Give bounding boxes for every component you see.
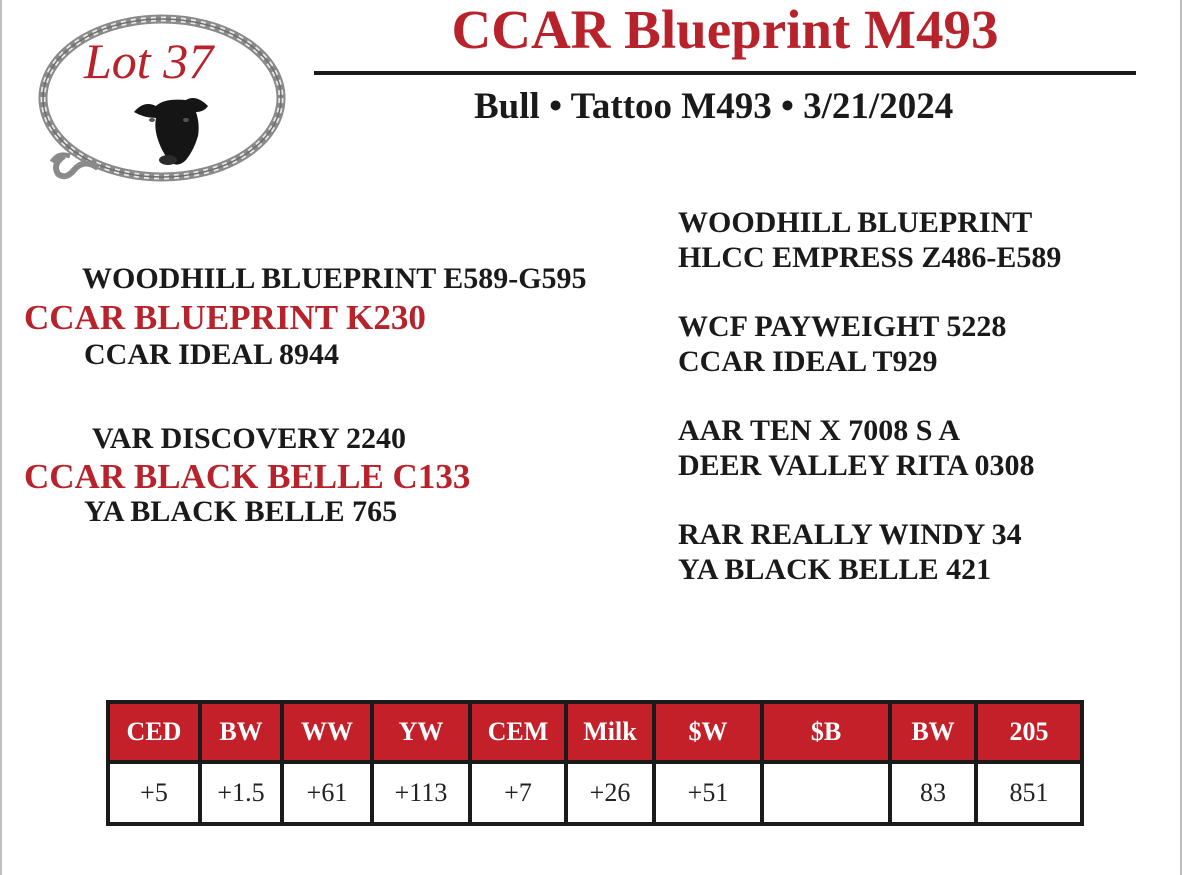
lot-number-label: Lot 37 [84, 33, 214, 89]
epd-header-ced: CED [108, 702, 200, 762]
epd-header-dollar-b: $B [762, 702, 890, 762]
black-angus-head-icon [130, 90, 212, 172]
epd-header-actual-bw: BW [890, 702, 976, 762]
title-divider [314, 71, 1136, 75]
epd-value-cem: +7 [470, 762, 566, 824]
epd-header-ww: WW [282, 702, 372, 762]
pedigree-ds-dam: DEER VALLEY RITA 0308 [678, 449, 1035, 482]
epd-header-yw: YW [372, 702, 470, 762]
pedigree-dam: CCAR BLACK BELLE C133 [24, 457, 471, 496]
epd-header-cem: CEM [470, 702, 566, 762]
pedigree-sire-sire: WOODHILL BLUEPRINT E589-G595 [82, 262, 587, 295]
epd-value-row [108, 762, 1082, 824]
epd-header-row [108, 702, 1082, 762]
pedigree-sire: CCAR BLUEPRINT K230 [24, 298, 426, 337]
epd-table [106, 700, 1084, 826]
epd-value-ww: +61 [282, 762, 372, 824]
epd-value-dollar-b [762, 762, 890, 824]
animal-subtitle: Bull • Tattoo M493 • 3/21/2024 [474, 86, 954, 127]
epd-value-205: 851 [976, 762, 1082, 824]
epd-header-dollar-w: $W [654, 702, 762, 762]
pedigree-sd-sire: WCF PAYWEIGHT 5228 [678, 310, 1007, 343]
pedigree-dam-dam: YA BLACK BELLE 765 [84, 495, 398, 528]
epd-value-ced: +5 [108, 762, 200, 824]
epd-header-205: 205 [976, 702, 1082, 762]
pedigree-ss-sire: WOODHILL BLUEPRINT [678, 206, 1033, 239]
animal-name-title: CCAR Blueprint M493 [451, 0, 999, 60]
epd-value-yw: +113 [372, 762, 470, 824]
epd-value-milk: +26 [566, 762, 654, 824]
epd-header-bw: BW [200, 702, 282, 762]
pedigree-ss-dam: HLCC EMPRESS Z486-E589 [678, 241, 1062, 274]
pedigree-dd-dam: YA BLACK BELLE 421 [678, 553, 992, 586]
pedigree-sd-dam: CCAR IDEAL T929 [678, 345, 938, 378]
epd-value-dollar-w: +51 [654, 762, 762, 824]
epd-header-milk: Milk [566, 702, 654, 762]
pedigree-ds-sire: AAR TEN X 7008 S A [678, 414, 960, 447]
pedigree-dd-sire: RAR REALLY WINDY 34 [678, 518, 1022, 551]
pedigree-sire-dam: CCAR IDEAL 8944 [84, 338, 340, 371]
epd-value-actual-bw: 83 [890, 762, 976, 824]
epd-value-bw: +1.5 [200, 762, 282, 824]
lot-logo [38, 10, 290, 192]
pedigree-dam-sire: VAR DISCOVERY 2240 [92, 422, 406, 455]
